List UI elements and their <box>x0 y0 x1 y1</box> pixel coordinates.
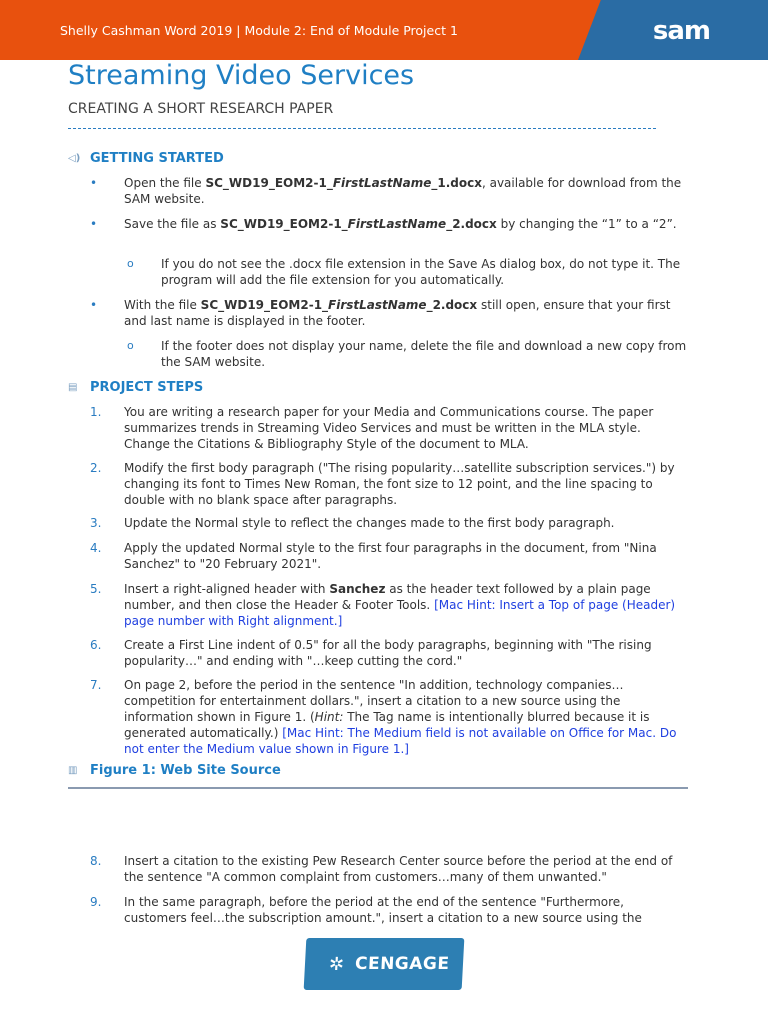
item-text: Open the file <box>124 176 206 190</box>
step-number: 6. <box>90 638 102 652</box>
page-title: Streaming Video Services <box>68 60 415 91</box>
chart-icon: ▥ <box>68 765 78 776</box>
step-number: 3. <box>90 516 102 530</box>
file-name-placeholder: FirstLastName <box>328 298 427 312</box>
project-steps-label: PROJECT STEPS <box>90 380 204 395</box>
header-text-value: Sanchez <box>329 582 386 596</box>
step-text: In the same paragraph, before the period at the end of the sentence "Furthermore, customers feel…the subscription amount.", insert a citation to a new source using the <box>124 895 642 925</box>
sub-bullet-icon: o <box>127 257 134 270</box>
figure-label: Figure 1: Web Site Source <box>90 763 281 778</box>
bullet-icon: • <box>90 298 98 312</box>
item-text: , available for download from the SAM website. <box>124 176 682 206</box>
file-name: SC_WD19_EOM2-1_ <box>200 298 329 312</box>
step-number: 9. <box>90 895 102 909</box>
item-text: If the footer does not display your name, delete the file and download a new copy from the SAM website. <box>161 339 687 369</box>
item-text: If you do not see the .docx file extension in the Save As dialog box, do not type it. The program will add the file extension for you automatically. <box>161 257 681 287</box>
figure-heading <box>68 763 281 778</box>
list-item <box>127 256 687 288</box>
item-text: by changing the “1” to a “2”. <box>496 217 677 231</box>
page-subtitle: CREATING A SHORT RESEARCH PAPER <box>68 101 334 117</box>
figure-divider <box>68 787 688 789</box>
sam-logo: sam <box>652 16 710 46</box>
step-item <box>90 540 690 572</box>
step-number: 5. <box>90 582 102 596</box>
step-item <box>90 894 690 926</box>
item-text: With the file <box>124 298 201 312</box>
step-number: 1. <box>90 405 102 419</box>
step-text: The Tag name is intentionally blurred because it is generated automatically.) <box>124 710 650 740</box>
cengage-logo <box>304 938 465 990</box>
step-item <box>90 581 690 629</box>
step-text: Insert a right-aligned header with <box>124 582 330 596</box>
step-text: Apply the updated Normal style to the first four paragraphs in the document, from "Nina Sanchez" to "20 February 2021". <box>124 541 657 571</box>
list-item <box>90 297 690 329</box>
file-name-suffix: _2.docx <box>446 217 497 231</box>
step-item <box>90 460 690 508</box>
speaker-icon: ◁) <box>68 153 81 164</box>
step-number: 2. <box>90 461 102 475</box>
item-text: Save the file as <box>124 217 221 231</box>
step-text: On page 2, before the period in the sentence "In addition, technology companies… competition for entertainment dollars.", insert a citation to a new source using the information shown in Figure 1. ( <box>124 678 624 724</box>
file-name-placeholder: FirstLastName <box>332 176 432 190</box>
header-title: Shelly Cashman Word 2019 | Module 2: End of Module Project 1 <box>60 23 458 38</box>
step-item <box>90 515 690 531</box>
file-name-placeholder: FirstLastName <box>347 217 447 231</box>
step-text: Update the Normal style to reflect the changes made to the first body paragraph. <box>124 516 615 530</box>
bullet-icon: • <box>90 176 98 190</box>
list-item <box>127 338 687 370</box>
step-number: 7. <box>90 678 102 692</box>
step-text: Create a First Line indent of 0.5" for all the body paragraphs, beginning with "The rising popularity…" and ending with "…keep cutting the cord." <box>124 638 652 668</box>
list-item <box>90 216 690 232</box>
step-number: 8. <box>90 854 102 868</box>
cengage-wordmark: CENGAGE <box>354 954 451 974</box>
step-item <box>90 677 690 757</box>
mac-hint: [Mac Hint: The Medium field is not available on Office for Mac. Do not enter the Medium value shown in Figure 1.] <box>124 726 677 756</box>
cengage-mark-icon: ✲ <box>328 954 345 975</box>
getting-started-label: GETTING STARTED <box>90 151 224 166</box>
file-name: SC_WD19_EOM2-1_ <box>220 217 348 231</box>
hint-label: Hint: <box>314 710 344 724</box>
step-item <box>90 404 690 452</box>
step-text: Insert a citation to the existing Pew Research Center source before the period at the end of the sentence "A common complaint from customers…many of them unwanted." <box>124 854 673 884</box>
title-divider <box>68 128 656 129</box>
file-name: SC_WD19_EOM2-1_ <box>205 176 333 190</box>
file-name-suffix: _2.docx <box>426 298 478 312</box>
list-item <box>90 175 690 207</box>
sub-bullet-icon: o <box>127 339 134 352</box>
step-item <box>90 637 690 669</box>
step-text: You are writing a research paper for your Media and Communications course. The paper summarizes trends in Streaming Video Services and must be written in the MLA style. Change the Citations & Bibliography Style of the document to MLA. <box>124 405 654 451</box>
step-text: as the header text followed by a plain page number, and then close the Header & Footer Tools. <box>124 582 651 612</box>
file-name-suffix: _1.docx <box>431 176 482 190</box>
document-icon: ▤ <box>68 382 78 393</box>
step-item <box>90 853 690 885</box>
mac-hint: [Mac Hint: Insert a Top of page (Header) page number with Right alignment.] <box>124 598 676 628</box>
item-text: still open, ensure that your first and last name is displayed in the footer. <box>124 298 671 328</box>
header-bar <box>0 0 768 60</box>
step-number: 4. <box>90 541 102 555</box>
step-text: Modify the first body paragraph ("The rising popularity…satellite subscription services.") by changing its font to Times New Roman, the font size to 12 point, and the line spacing to double with no blank space after paragraphs. <box>124 461 675 507</box>
project-steps-heading <box>68 380 203 395</box>
getting-started-heading <box>68 151 224 166</box>
bullet-icon: • <box>90 217 98 231</box>
